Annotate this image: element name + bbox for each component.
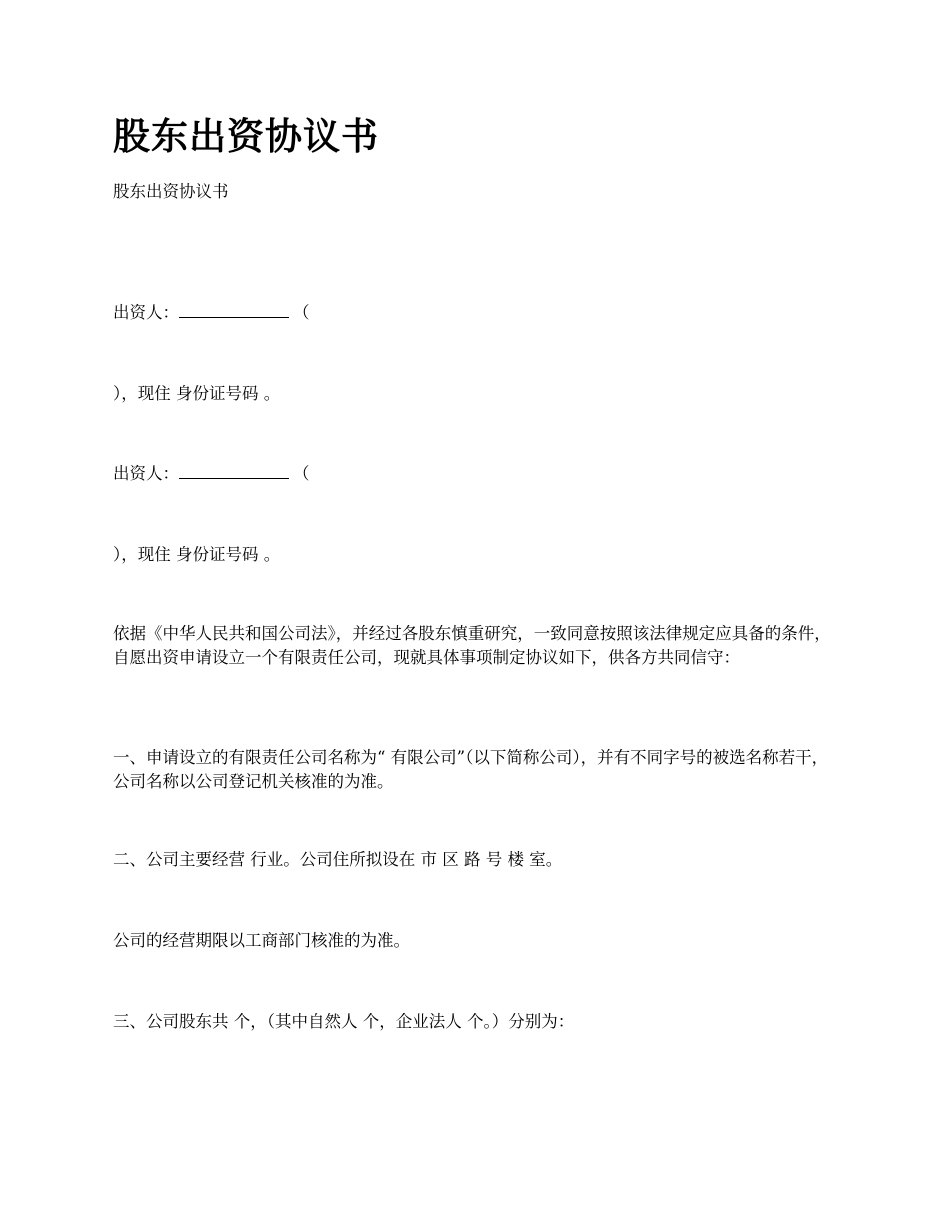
clause-1: 一、申请设立的有限责任公司名称为“ 有限公司”（以下简称公司），并有不同字号的被选名称若干，公司名称以公司登记机关核准的为准。 — [113, 748, 829, 791]
investor-2-paren: （ — [293, 464, 310, 483]
investor-1-paren: （ — [293, 303, 310, 322]
investor-2-details: ），现住 身份证号码 。 — [113, 545, 281, 564]
clause-3: 三、公司股东共 个，（其中自然人 个，企业法人 个。）分别为： — [113, 1012, 575, 1031]
investor-1-line — [113, 301, 843, 325]
clause-2: 二、公司主要经营 行业。公司住所拟设在 市 区 路 号 楼 室。 — [113, 850, 563, 869]
document-title: 股东出资协议书 — [113, 114, 379, 158]
investor-2-line — [113, 462, 843, 486]
investor-1-blank — [179, 302, 289, 318]
document-subtitle: 股东出资协议书 — [113, 182, 229, 201]
intro-paragraph: 依据《中华人民共和国公司法》，并经过各股东慎重研究，一致同意按照该法律规定应具备的条件，自愿出资申请设立一个有限责任公司，现就具体事项制定协议如下，供各方共同信守： — [113, 624, 831, 667]
investor-2-label: 出资人： — [113, 464, 179, 483]
investor-1-details: ），现住 身份证号码 。 — [113, 384, 281, 403]
investor-1-label: 出资人： — [113, 303, 179, 322]
investor-2-blank — [179, 463, 289, 479]
clause-2-term: 公司的经营期限以工商部门核准的为准。 — [113, 931, 410, 950]
